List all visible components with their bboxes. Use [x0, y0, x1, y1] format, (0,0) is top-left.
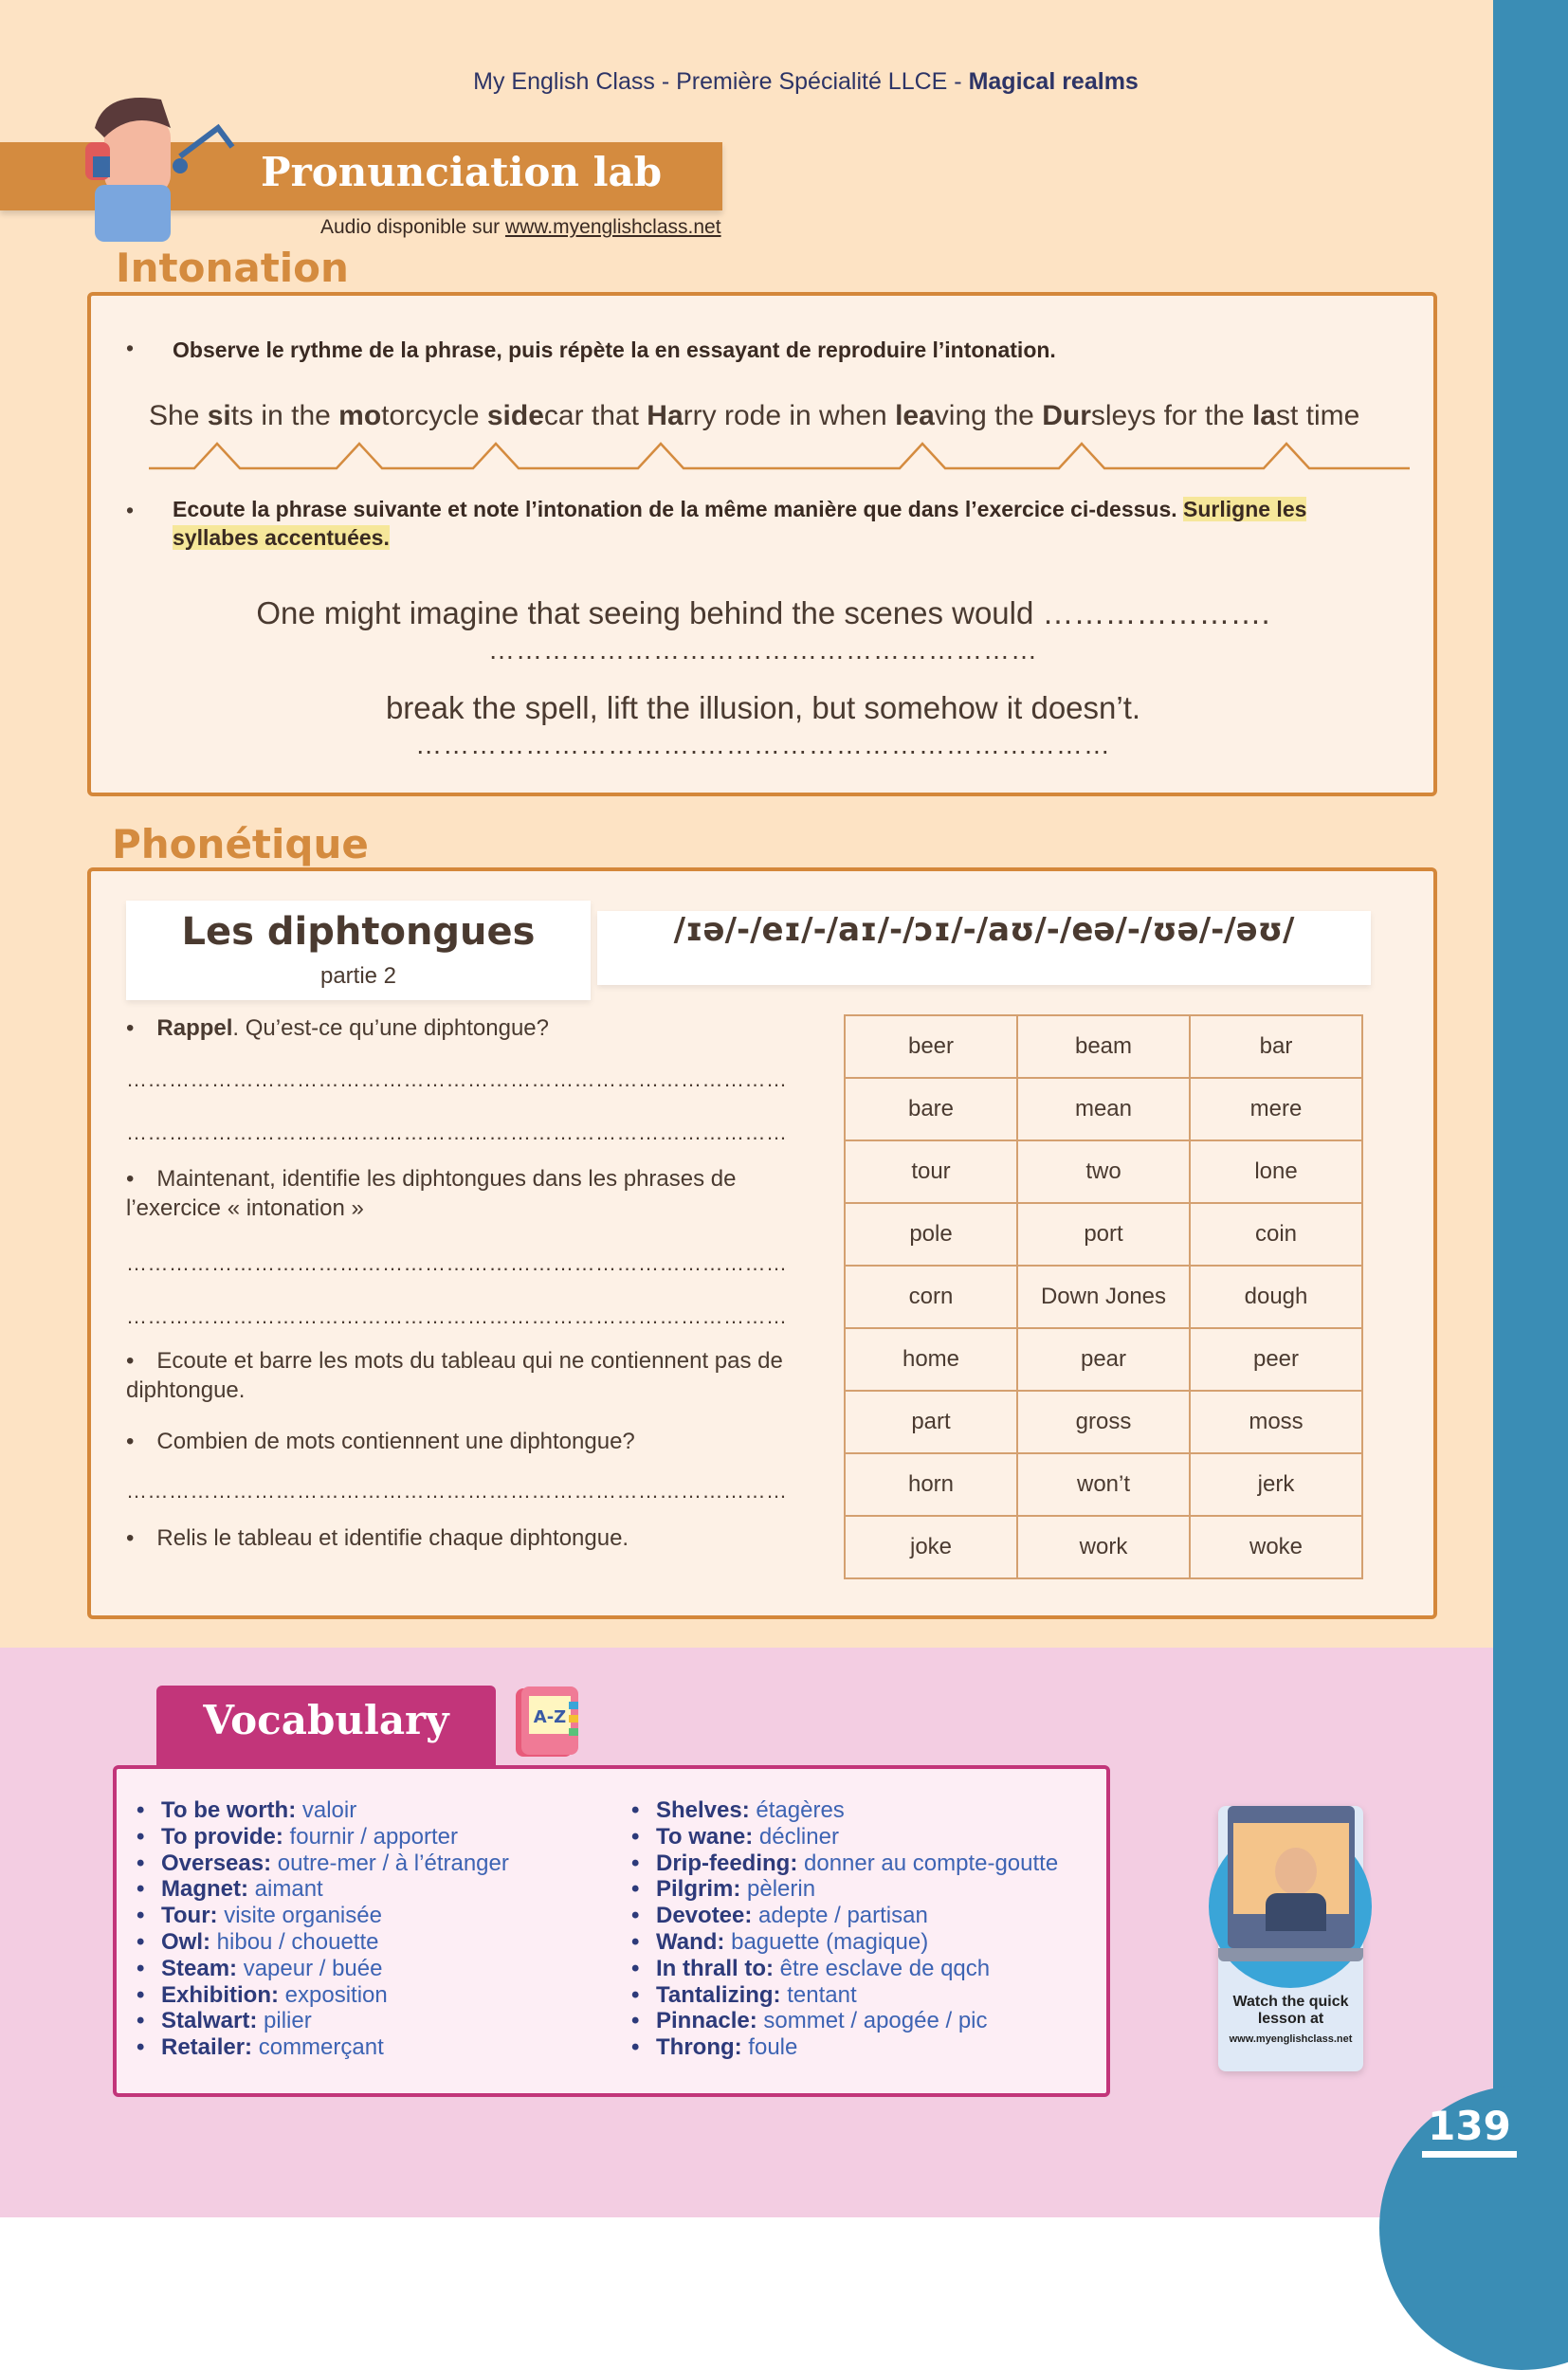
sentence-fragment: She [149, 400, 208, 431]
laptop-base [1218, 1948, 1363, 1961]
vocab-item [626, 1850, 1058, 1877]
vocab-term: Pilgrim: [656, 1876, 741, 1903]
vocab-item [131, 1982, 509, 2009]
stressed-syllable: la [1251, 400, 1276, 431]
vocab-term: Magnet: [161, 1876, 248, 1903]
audio-link[interactable]: www.myenglishclass.net [504, 216, 721, 238]
table-cell[interactable]: beer [845, 1015, 1017, 1078]
phonetique-title: Phonétique [112, 821, 369, 867]
diphthong-title: Les diphtongues [181, 910, 536, 954]
vocab-term: In thrall to: [656, 1955, 774, 1981]
vocab-item [131, 1876, 509, 1903]
page-header [379, 68, 1232, 96]
answer-dots-1: …………………………………………………… [488, 635, 1038, 665]
table-cell[interactable]: port [1017, 1203, 1190, 1266]
table-cell[interactable]: two [1017, 1140, 1190, 1203]
intonation-instruction-1: Observe le rythme de la phrase, puis répète la en essayant de reproduire l’intonation. [173, 337, 1056, 362]
vocab-item [626, 1824, 1058, 1850]
vocab-definition: sommet / apogée / pic [757, 2008, 988, 2034]
header-chapter: Magical realms [968, 68, 1139, 95]
vocab-definition: vapeur / buée [237, 1955, 383, 1981]
vocab-item [131, 1824, 509, 1850]
stressed-syllable: Ha [647, 400, 684, 431]
vocab-definition: être esclave de qqch [773, 1955, 991, 1981]
vocabulary-title: Vocabulary [203, 1697, 449, 1743]
vocab-term: Retailer: [161, 2034, 253, 2061]
table-cell[interactable]: part [845, 1391, 1017, 1453]
vocab-term: Stalwart: [161, 2008, 258, 2034]
answer-dots-2: ………………………….……………………………………… [415, 730, 1111, 759]
table-cell[interactable]: home [845, 1328, 1017, 1391]
table-cell[interactable]: mere [1190, 1078, 1362, 1140]
vocab-term: To wane: [656, 1823, 754, 1850]
sentence-fragment: torcycle [381, 400, 487, 431]
answer-line[interactable]: ………………………………………………………………………………… [126, 1479, 788, 1503]
stressed-syllable: Dur [1042, 400, 1091, 431]
vocab-definition: commerçant [252, 2034, 384, 2061]
table-cell[interactable]: tour [845, 1140, 1017, 1203]
stressed-sentence [149, 400, 1410, 432]
vocab-definition: pilier [257, 2008, 312, 2034]
table-cell[interactable]: corn [845, 1266, 1017, 1328]
table-row [845, 1516, 1362, 1578]
answer-line[interactable]: ………………………………………………………………………………… [126, 1121, 788, 1144]
stressed-syllable: side [486, 400, 544, 431]
table-cell[interactable]: dough [1190, 1266, 1362, 1328]
vocab-item [626, 1876, 1058, 1903]
table-cell[interactable]: woke [1190, 1516, 1362, 1578]
question-5: • Relis le tableau et identifie chaque diphtongue. [126, 1525, 629, 1551]
teacher-avatar [1275, 1848, 1317, 1895]
intonation-instruction-2: Ecoute la phrase suivante et note l’intonation de la même manière que dans l’exercice ci-dessus. Surligne les syllabes accentuées. [173, 497, 1307, 550]
vocab-definition: outre-mer / à l’étranger [271, 1850, 509, 1876]
vocab-definition: foule [741, 2034, 798, 2061]
vocab-term: Shelves: [656, 1797, 750, 1823]
table-cell[interactable]: won’t [1017, 1453, 1190, 1516]
vocab-definition: aimant [248, 1876, 323, 1903]
vocab-term: To be worth: [161, 1797, 297, 1823]
vocab-definition: tentant [780, 1981, 857, 2008]
answer-line[interactable]: ………………………………………………………………………………… [126, 1304, 788, 1328]
question-2: • Maintenant, identifie les diphtongues dans les phrases de l’exercice « intonation » [126, 1166, 737, 1221]
vocab-definition: donner au compte-goutte [797, 1850, 1059, 1876]
diphthong-subtitle: partie 2 [319, 963, 397, 989]
table-cell[interactable]: coin [1190, 1203, 1362, 1266]
vocab-item [131, 2034, 509, 2061]
vocab-definition: pèlerin [740, 1876, 816, 1903]
vocab-definition: exposition [278, 1981, 388, 2008]
table-cell[interactable]: Down Jones [1017, 1266, 1190, 1328]
question-4: • Combien de mots contiennent une diphtongue? [126, 1429, 635, 1454]
table-row [845, 1140, 1362, 1203]
audio-note: Audio disponible sur www.myenglishclass.net [320, 216, 721, 238]
vocab-item [626, 1956, 1058, 1982]
table-row [845, 1266, 1362, 1328]
table-row [845, 1203, 1362, 1266]
vocabulary-list-left [131, 1797, 509, 2061]
vocab-term: Tour: [161, 1903, 218, 1929]
lesson-text: Watch the quick lesson at [1232, 1994, 1349, 2027]
vocab-definition: hibou / chouette [210, 1928, 379, 1955]
vocab-item [626, 2008, 1058, 2034]
stressed-syllable: mo [338, 400, 382, 431]
vocab-item [626, 2034, 1058, 2061]
vocab-item [131, 2008, 509, 2034]
table-cell[interactable]: peer [1190, 1328, 1362, 1391]
lab-title: Pronunciation lab [261, 149, 663, 195]
table-cell[interactable]: pole [845, 1203, 1017, 1266]
vocab-term: Drip-feeding: [656, 1850, 798, 1876]
sentence-line-1: One might imagine that seeing behind the scenes would …………………. [256, 595, 1270, 630]
vocab-item [626, 1929, 1058, 1956]
header-prefix: My English Class - Première Spécialité LLCE - [473, 68, 969, 95]
vocabulary-list-right [626, 1797, 1058, 2061]
vocab-term: Devotee: [656, 1903, 753, 1929]
vocab-item [626, 1797, 1058, 1824]
answer-line[interactable]: ………………………………………………………………………………… [126, 1251, 788, 1275]
table-cell[interactable]: horn [845, 1453, 1017, 1516]
table-cell[interactable]: jerk [1190, 1453, 1362, 1516]
vocab-term: To provide: [161, 1823, 283, 1850]
vocab-item [626, 1982, 1058, 2009]
table-cell[interactable]: moss [1190, 1391, 1362, 1453]
vocab-item [131, 1929, 509, 1956]
stressed-syllable: si [207, 400, 231, 431]
vocab-term: Tantalizing: [656, 1981, 781, 2008]
table-row [845, 1391, 1362, 1453]
side-strip [1493, 0, 1568, 2217]
vocab-item [131, 1956, 509, 1982]
table-row [845, 1453, 1362, 1516]
vocab-term: Overseas: [161, 1850, 272, 1876]
table-cell[interactable]: bare [845, 1078, 1017, 1140]
vocab-definition: baguette (magique) [724, 1928, 929, 1955]
sentence-fragment: ving the [934, 400, 1043, 431]
dictionary-icon-label: A-Z [533, 1707, 567, 1727]
table-cell[interactable]: joke [845, 1516, 1017, 1578]
table-cell[interactable]: beam [1017, 1015, 1190, 1078]
quick-lesson-card[interactable] [1218, 1806, 1363, 2071]
vocab-definition: visite organisée [217, 1903, 382, 1929]
intonation-title: Intonation [116, 245, 349, 291]
ipa-list: /ɪə/-/eɪ/-/aɪ/-/ɔɪ/-/aʊ/-/eə/-/ʊə/-/əʊ/ [597, 911, 1371, 985]
table-row [845, 1078, 1362, 1140]
lesson-url[interactable]: www.myenglishclass.net [1229, 2033, 1353, 2045]
vocab-item [626, 1903, 1058, 1929]
headphones-character-icon [66, 90, 237, 242]
vocab-term: Owl: [161, 1928, 210, 1955]
question-1: • Rappel. Qu’est-ce qu’une diphtongue? [126, 1015, 549, 1041]
vocab-definition: valoir [296, 1797, 357, 1823]
bullet: • [126, 498, 135, 522]
vocab-term: Exhibition: [161, 1981, 279, 2008]
diphthong-word-table [844, 1014, 1363, 1579]
vocab-definition: fournir / apporter [283, 1823, 458, 1850]
table-cell[interactable]: gross [1017, 1391, 1190, 1453]
vocab-term: Pinnacle: [656, 2008, 757, 2034]
sentence-fragment: sleys for the [1090, 400, 1252, 431]
answer-line[interactable]: ………………………………………………………………………………… [126, 1067, 788, 1091]
vocab-item [131, 1903, 509, 1929]
vocab-term: Throng: [656, 2034, 742, 2061]
vocab-term: Steam: [161, 1955, 238, 1981]
sentence-fragment: ts in the [230, 400, 339, 431]
sentence-line-2: break the spell, lift the illusion, but somehow it doesn’t. [385, 690, 1141, 725]
question-3: • Ecoute et barre les mots du tableau qui ne contiennent pas de diphtongue. [126, 1348, 783, 1403]
stressed-syllable: lea [895, 400, 935, 431]
diphthong-card [126, 901, 591, 1000]
laptop-screen [1228, 1806, 1355, 1948]
table-row [845, 1015, 1362, 1078]
table-cell[interactable]: pear [1017, 1328, 1190, 1391]
vocab-term: Wand: [656, 1928, 725, 1955]
dictionary-icon [510, 1683, 586, 1760]
intonation-curve [149, 438, 1410, 476]
vocab-definition: décliner [753, 1823, 839, 1850]
vocab-definition: adepte / partisan [752, 1903, 928, 1929]
table-cell[interactable]: bar [1190, 1015, 1362, 1078]
sentence-fragment: rry rode in when [683, 400, 896, 431]
sentence-fragment: st time [1276, 400, 1360, 431]
vocab-definition: étagères [749, 1797, 845, 1823]
table-cell[interactable]: lone [1190, 1140, 1362, 1203]
page-number: 139 [1422, 2103, 1517, 2158]
sentence-fragment: car that [543, 400, 647, 431]
vocab-item [131, 1850, 509, 1877]
table-cell[interactable]: work [1017, 1516, 1190, 1578]
table-cell[interactable]: mean [1017, 1078, 1190, 1140]
table-row [845, 1328, 1362, 1391]
vocab-item [131, 1797, 509, 1824]
bullet: • [126, 336, 135, 360]
